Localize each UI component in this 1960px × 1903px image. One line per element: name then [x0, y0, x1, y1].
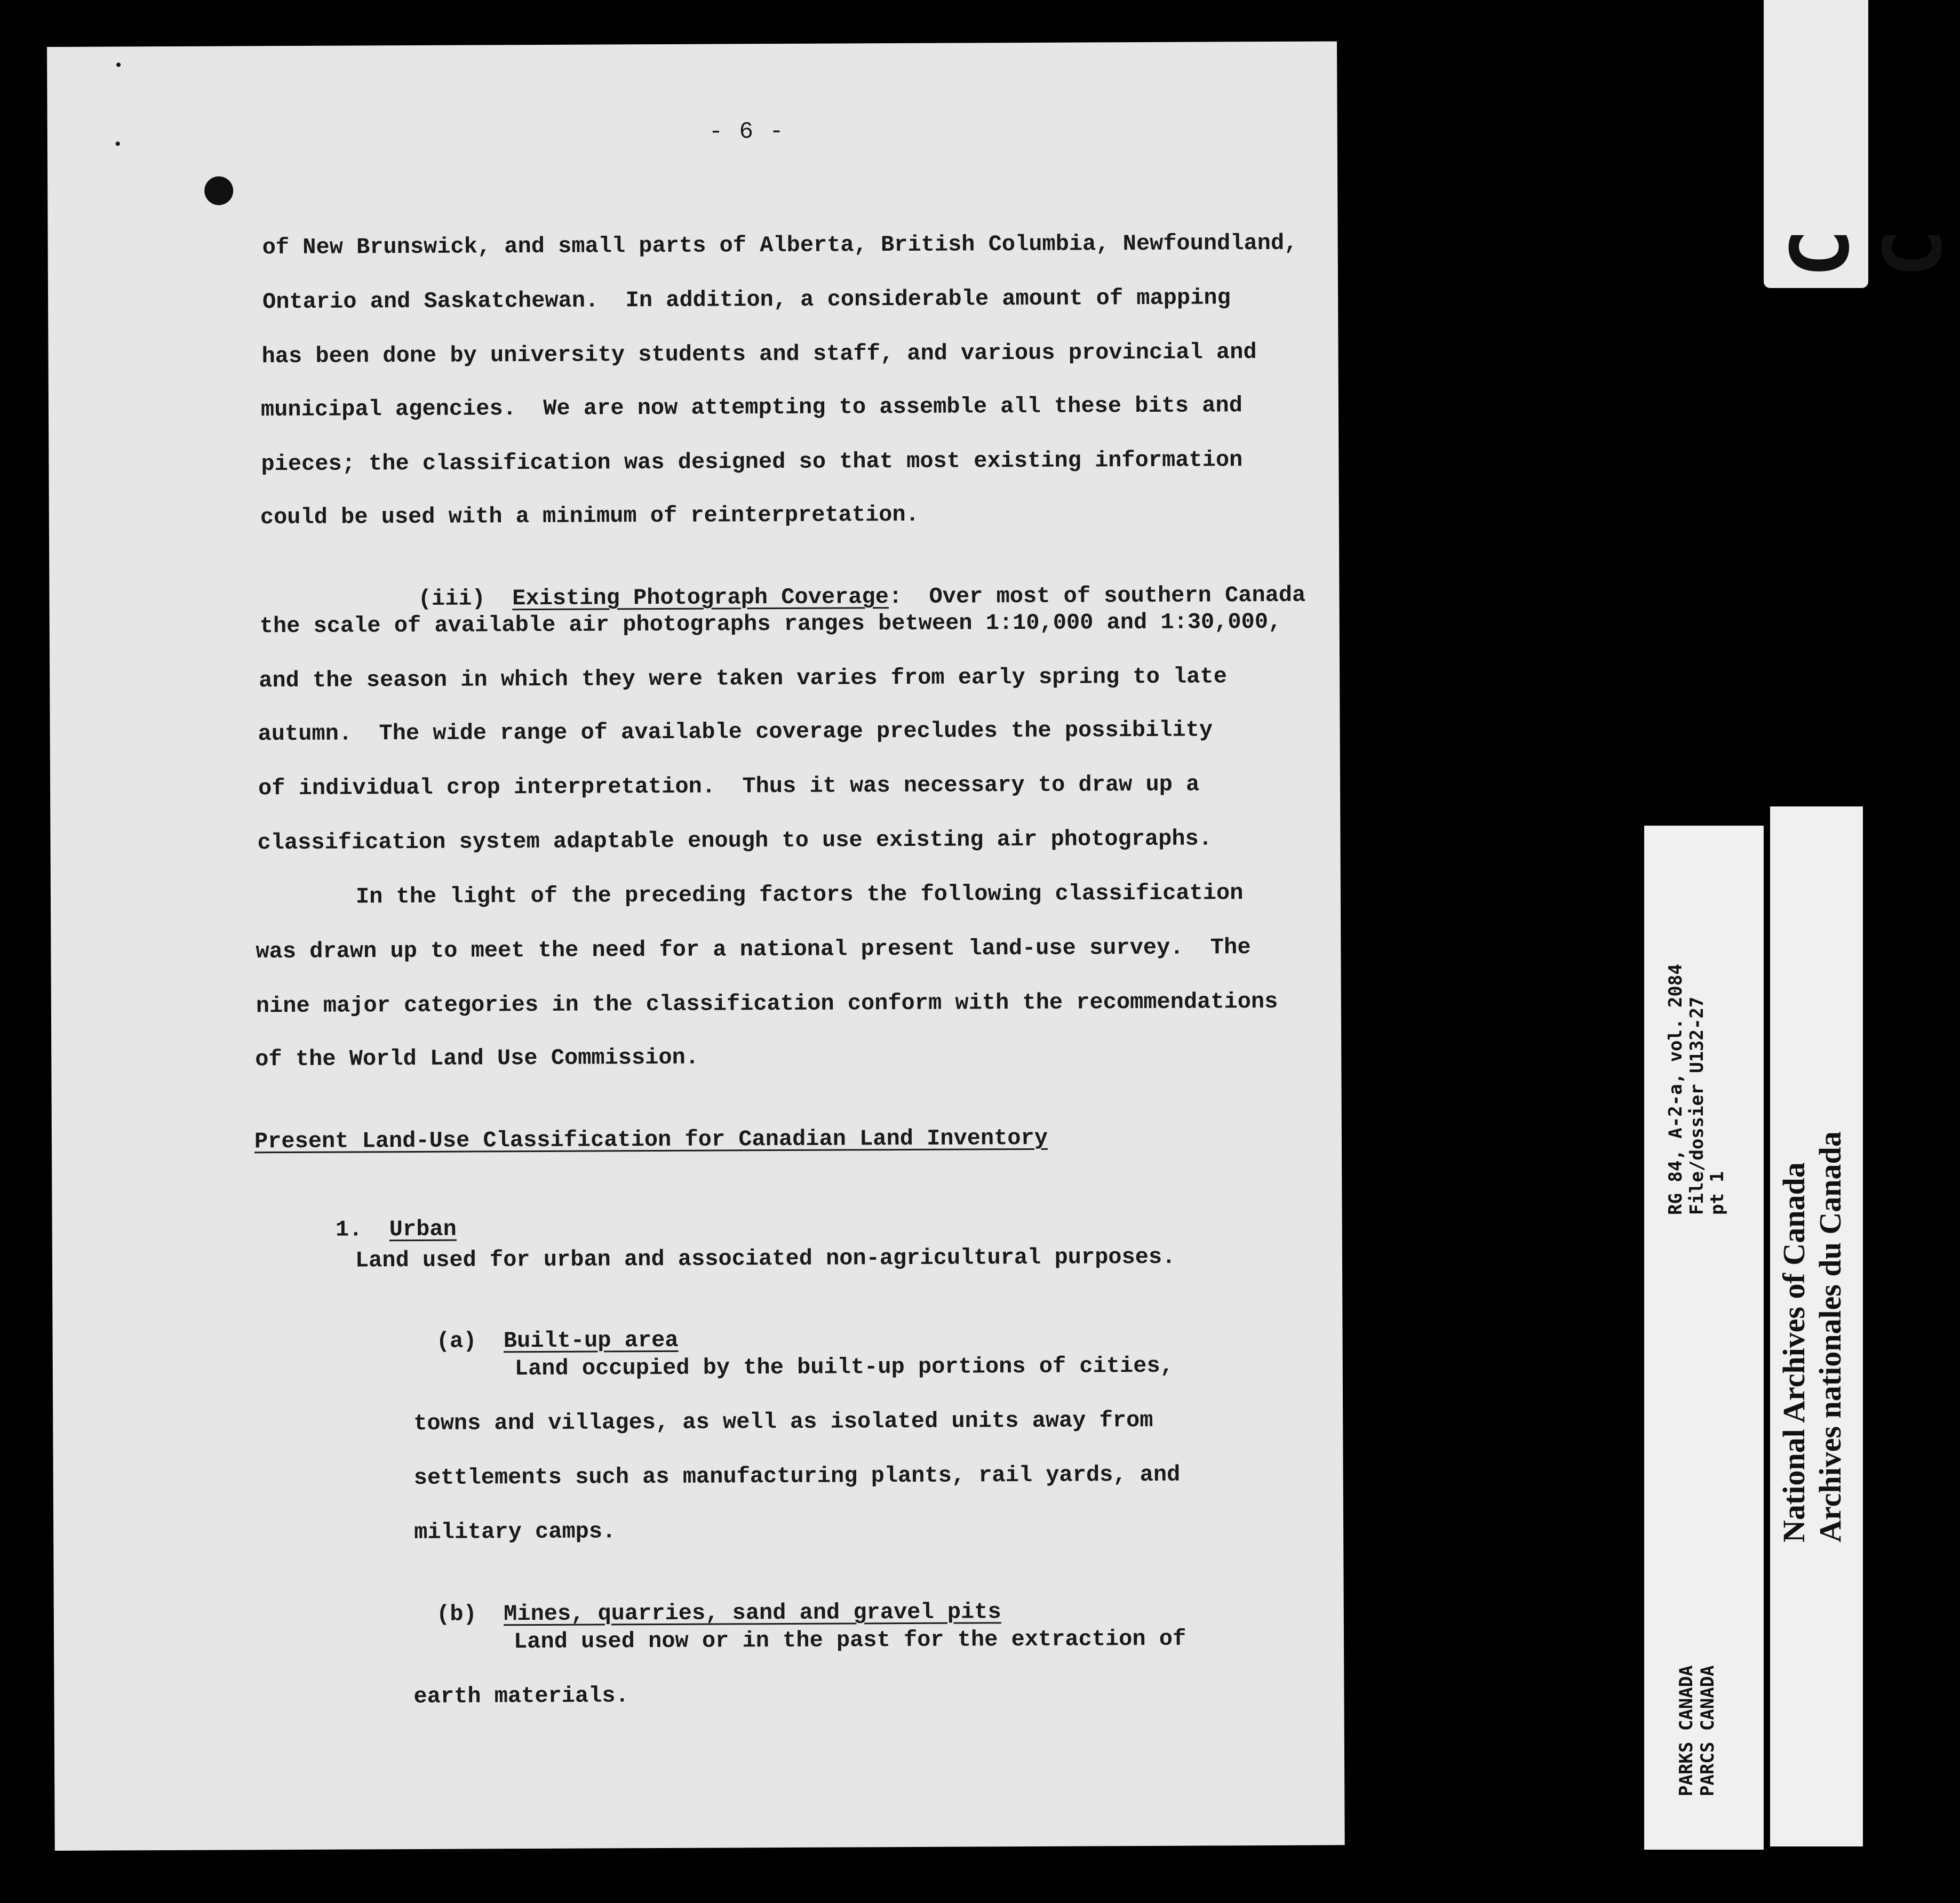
section-iii-number: (iii): [418, 586, 485, 612]
agency-line-1: PARKS CANADA: [1676, 1665, 1697, 1796]
page-number: - 6 -: [708, 118, 785, 146]
subcategory-b-line-2: earth materials.: [413, 1683, 629, 1710]
archive-reference-label: [1644, 826, 1764, 1850]
paragraph-3-line-4: of the World Land Use Commission.: [255, 1044, 699, 1073]
archive-reference-line-2: File/dossier U132-27: [1686, 996, 1708, 1215]
institution-line-2: Archives nationales du Canada: [1813, 1131, 1847, 1542]
category-1-number: 1.: [335, 1217, 363, 1243]
institution-line-1: National Archives of Canada: [1776, 1162, 1811, 1542]
section-iii-colon: :: [888, 584, 903, 610]
category-1-description: Land used for urban and associated non-agricultural purposes.: [355, 1244, 1176, 1274]
subcategory-a-line-1: Land occupied by the built-up portions of cities,: [514, 1353, 1174, 1382]
paragraph-1-line-5: pieces; the classification was designed so that most existing information: [261, 447, 1243, 477]
section-iii-line-4: of individual crop interpretation. Thus it was necessary to draw up a: [258, 771, 1200, 802]
paragraph-3-line-2: was drawn up to meet the need for a national present land-use survey. The: [256, 934, 1251, 965]
document-body: [47, 41, 1345, 1851]
subcategory-b-line-1: Land used now or in the past for the extraction of: [513, 1626, 1186, 1655]
frame-code: C C: [1774, 229, 1960, 277]
subcategory-a-title: Built-up area: [503, 1327, 679, 1354]
section-iii-heading: Existing Photograph Coverage: [512, 584, 889, 612]
paragraph-1-line-3: has been done by university students and staff, and various provincial and: [261, 339, 1257, 370]
frame-tag: [1764, 0, 1960, 288]
section-iii-line-5: classification system adaptable enough to use existing air photographs.: [257, 826, 1213, 856]
paragraph-1-line-2: Ontario and Saskatchewan. In addition, a considerable amount of mapping: [262, 285, 1231, 315]
section-iii-line-3: autumn. The wide range of available coverage precludes the possibility: [258, 717, 1213, 747]
section-iii-line-2: and the season in which they were taken varies from early spring to late: [259, 663, 1227, 694]
subcategory-a-line-3: settlements such as manufacturing plants, rail yards, and: [413, 1461, 1181, 1491]
institution-label: [1770, 806, 1863, 1846]
paragraph-1-line-4: municipal agencies. We are now attempting to assemble all these bits and: [260, 393, 1242, 423]
paragraph-1-line-6: could be used with a minimum of reinterpretation.: [260, 501, 919, 531]
document-page: [47, 41, 1345, 1851]
section-iii-line-1: the scale of available air photographs ranges between 1:10,000 and 1:30,000,: [259, 609, 1282, 639]
archive-reference-line-1: RG 84, A-2-a, vol. 2084: [1665, 964, 1686, 1215]
subcategory-a-line-4: military camps.: [414, 1518, 616, 1546]
paragraph-1-line-1: of New Brunswick, and small parts of Alberta, British Columbia, Newfoundland,: [262, 230, 1298, 261]
archive-reference-line-3: pt 1: [1707, 1171, 1728, 1215]
subcategory-b-letter: (b): [436, 1601, 477, 1627]
subcategory-a-letter: (a): [436, 1328, 477, 1354]
classification-title: Present Land-Use Classification for Canadian Land Inventory: [254, 1125, 1048, 1155]
subcategory-b-title: Mines, quarries, sand and gravel pits: [504, 1599, 1001, 1627]
subcategory-a-line-2: towns and villages, as well as isolated units away from: [413, 1407, 1153, 1437]
agency-line-2: PARCS CANADA: [1697, 1665, 1718, 1796]
paragraph-3-line-3: nine major categories in the classification conform with the recommendations: [256, 988, 1278, 1019]
category-1-title: Urban: [389, 1216, 457, 1243]
paragraph-3-line-1: In the light of the preceding factors the following classification: [355, 880, 1244, 910]
section-iii-first-line-rest: Over most of southern Canada: [929, 582, 1306, 610]
